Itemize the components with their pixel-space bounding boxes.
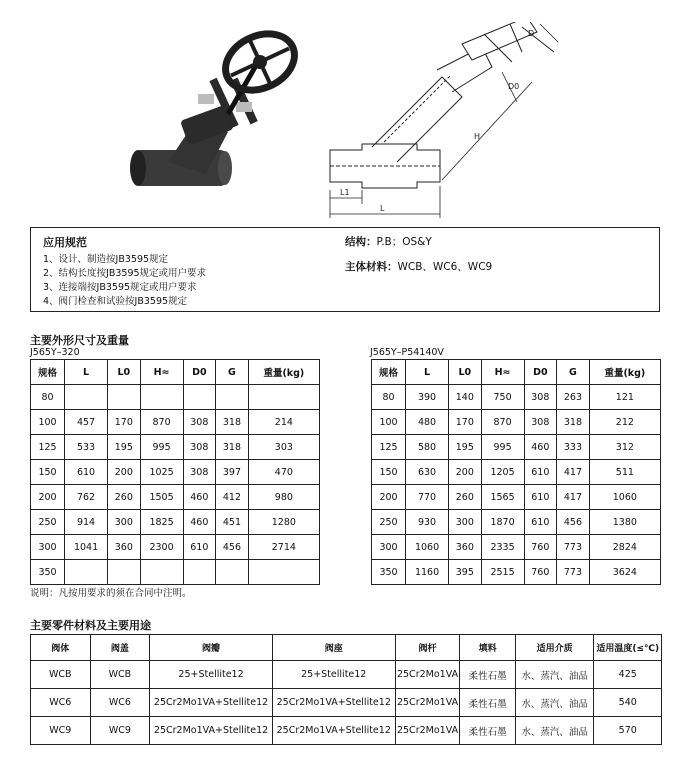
- column-header: 重量(kg): [248, 360, 319, 385]
- dimensions-note: 说明：凡按用要求的须在合同中注明。: [30, 588, 192, 599]
- table-cell: 150: [372, 460, 406, 485]
- table-cell: 170: [449, 410, 482, 435]
- column-header: 阀瓣: [150, 635, 273, 661]
- table-row: [31, 485, 320, 510]
- table-cell: 2300: [140, 535, 183, 560]
- table-cell: 610: [524, 460, 557, 485]
- label-d: D: [528, 29, 535, 38]
- table-cell: WCB: [31, 661, 91, 689]
- table-cell: 451: [216, 510, 249, 535]
- table-cell: 303: [248, 435, 319, 460]
- table-cell: 2824: [589, 535, 660, 560]
- table-cell: 870: [481, 410, 524, 435]
- table-cell: 995: [481, 435, 524, 460]
- column-header: 重量(kg): [589, 360, 660, 385]
- table-cell: 140: [449, 385, 482, 410]
- table-cell: 80: [31, 385, 65, 410]
- column-header: G: [216, 360, 249, 385]
- table-cell: 260: [449, 485, 482, 510]
- table-cell: 390: [406, 385, 449, 410]
- label-d0: D0: [508, 82, 520, 91]
- table-cell: 870: [140, 410, 183, 435]
- column-header: G: [557, 360, 590, 385]
- table-cell: 125: [31, 435, 65, 460]
- table-cell: 397: [216, 460, 249, 485]
- table-cell: 417: [557, 460, 590, 485]
- table-cell: 100: [372, 410, 406, 435]
- table-cell: 350: [31, 560, 65, 585]
- table-cell: 250: [372, 510, 406, 535]
- label-l: L: [380, 204, 385, 213]
- table-cell: 1060: [406, 535, 449, 560]
- column-header: D0: [183, 360, 216, 385]
- table-row: [31, 435, 320, 460]
- table-cell: [65, 560, 108, 585]
- table-cell: 318: [216, 435, 249, 460]
- table-cell: 25+Stellite12: [150, 661, 273, 689]
- table-cell: 610: [183, 535, 216, 560]
- table-cell: 318: [557, 410, 590, 435]
- table-cell: 360: [108, 535, 141, 560]
- table-cell: 460: [183, 510, 216, 535]
- column-header: 规格: [31, 360, 65, 385]
- table-cell: 770: [406, 485, 449, 510]
- table-cell: 610: [524, 510, 557, 535]
- column-header: 阀座: [272, 635, 395, 661]
- table-cell: [216, 560, 249, 585]
- column-header: L0: [108, 360, 141, 385]
- column-header: 阀杆: [395, 635, 460, 661]
- table-cell: 1280: [248, 510, 319, 535]
- table-cell: [140, 385, 183, 410]
- spec-item: 4、阀门检查和试验按JB3595规定: [43, 296, 188, 307]
- table-cell: 2335: [481, 535, 524, 560]
- table-cell: 2714: [248, 535, 319, 560]
- table-cell: 760: [524, 535, 557, 560]
- table-cell: 1025: [140, 460, 183, 485]
- table-cell: 1870: [481, 510, 524, 535]
- spec-title: 应用规范: [43, 236, 87, 249]
- table-cell: 1505: [140, 485, 183, 510]
- table-row: [31, 410, 320, 435]
- table-cell: 柔性石墨: [460, 717, 515, 745]
- table-cell: 300: [31, 535, 65, 560]
- table-cell: 511: [589, 460, 660, 485]
- table-cell: 125: [372, 435, 406, 460]
- table-cell: 360: [449, 535, 482, 560]
- table-cell: 1041: [65, 535, 108, 560]
- table-cell: 610: [65, 460, 108, 485]
- column-header: H≈: [481, 360, 524, 385]
- table-cell: 773: [557, 535, 590, 560]
- column-header: 规格: [372, 360, 406, 385]
- table-row: [31, 560, 320, 585]
- table-cell: 308: [183, 410, 216, 435]
- table-cell: 914: [65, 510, 108, 535]
- label-h: H: [474, 132, 481, 141]
- table-row: [372, 460, 661, 485]
- table-cell: 1160: [406, 560, 449, 585]
- table-cell: WC6: [90, 689, 150, 717]
- table-cell: 柔性石墨: [460, 689, 515, 717]
- table-cell: 水、蒸汽、油品: [515, 661, 594, 689]
- table-cell: 460: [183, 485, 216, 510]
- table-cell: 195: [449, 435, 482, 460]
- material-value: WCB、WC6、WC9: [397, 261, 493, 273]
- table-cell: 318: [216, 410, 249, 435]
- table-cell: 260: [108, 485, 141, 510]
- table-row: [372, 560, 661, 585]
- table-cell: 25Cr2Mo1VA+Stellite12: [150, 717, 273, 745]
- table-cell: 150: [31, 460, 65, 485]
- column-header: L: [65, 360, 108, 385]
- table-cell: 200: [449, 460, 482, 485]
- table-cell: 25+Stellite12: [272, 661, 395, 689]
- table-cell: 25Cr2Mo1VA+Stellite12: [272, 689, 395, 717]
- dimension-table-2: [371, 359, 661, 585]
- table-cell: WCB: [90, 661, 150, 689]
- table-cell: 25Cr2Mo1VA: [395, 689, 460, 717]
- materials-table: [30, 634, 662, 745]
- table-cell: 300: [449, 510, 482, 535]
- column-header: 阀体: [31, 635, 91, 661]
- valve-drawing: [322, 22, 568, 222]
- table-cell: 533: [65, 435, 108, 460]
- column-header: 适用温度(≤℃): [594, 635, 662, 661]
- structure-value: P.B；OS&Y: [376, 236, 432, 248]
- column-header: L0: [449, 360, 482, 385]
- table-cell: 200: [108, 460, 141, 485]
- table-cell: 412: [216, 485, 249, 510]
- table-cell: 773: [557, 560, 590, 585]
- table-cell: 212: [589, 410, 660, 435]
- table-cell: [183, 385, 216, 410]
- table-cell: 350: [372, 560, 406, 585]
- table-cell: 630: [406, 460, 449, 485]
- table-header-row: [31, 360, 320, 385]
- spec-item: 2、结构长度按JB3595规定或用户要求: [43, 268, 207, 279]
- column-header: L: [406, 360, 449, 385]
- table-cell: 417: [557, 485, 590, 510]
- materials-title: 主要零件材料及主要用途: [30, 619, 151, 632]
- table1-subtitle: J565Y–320: [30, 347, 80, 358]
- table-cell: 300: [372, 535, 406, 560]
- table-cell: 760: [524, 560, 557, 585]
- table-row: [31, 717, 662, 745]
- table-cell: 762: [65, 485, 108, 510]
- table-row: [31, 535, 320, 560]
- table-cell: 300: [108, 510, 141, 535]
- table-cell: 470: [248, 460, 319, 485]
- table2-subtitle: J565Y–P54140V: [370, 347, 444, 358]
- table-cell: 580: [406, 435, 449, 460]
- table-cell: [108, 385, 141, 410]
- table-cell: 308: [524, 385, 557, 410]
- valve-photo: [128, 22, 313, 212]
- table-cell: 308: [183, 460, 216, 485]
- table-cell: 2515: [481, 560, 524, 585]
- table-cell: 308: [183, 435, 216, 460]
- table-cell: 200: [31, 485, 65, 510]
- table-cell: 25Cr2Mo1VA: [395, 661, 460, 689]
- table-cell: 540: [594, 689, 662, 717]
- table-cell: [108, 560, 141, 585]
- table-cell: 308: [524, 410, 557, 435]
- table-cell: 25Cr2Mo1VA: [395, 717, 460, 745]
- table-cell: 170: [108, 410, 141, 435]
- table-cell: WC9: [90, 717, 150, 745]
- column-header: D0: [524, 360, 557, 385]
- table-cell: 456: [216, 535, 249, 560]
- table-cell: [248, 385, 319, 410]
- table-cell: 100: [31, 410, 65, 435]
- table-cell: 25Cr2Mo1VA+Stellite12: [150, 689, 273, 717]
- table-cell: 263: [557, 385, 590, 410]
- table-cell: 460: [524, 435, 557, 460]
- table-cell: 930: [406, 510, 449, 535]
- table-cell: [140, 560, 183, 585]
- table-cell: 333: [557, 435, 590, 460]
- column-header: 阀盖: [90, 635, 150, 661]
- table-cell: 570: [594, 717, 662, 745]
- table-row: [372, 410, 661, 435]
- table-cell: 1565: [481, 485, 524, 510]
- table-cell: 1380: [589, 510, 660, 535]
- table-row: [31, 385, 320, 410]
- table-cell: 1060: [589, 485, 660, 510]
- table-cell: 3624: [589, 560, 660, 585]
- table-cell: WC9: [31, 717, 91, 745]
- table-header-row: [31, 635, 662, 661]
- spec-box: [30, 227, 660, 312]
- table-cell: 195: [108, 435, 141, 460]
- material-label: 主体材料：: [345, 261, 398, 273]
- dimension-table-1: [30, 359, 320, 585]
- table-row: [372, 435, 661, 460]
- table-cell: 980: [248, 485, 319, 510]
- table-cell: WC6: [31, 689, 91, 717]
- column-header: 填料: [460, 635, 515, 661]
- spec-item: 1、设计、制造按JB3595规定: [43, 254, 169, 265]
- table-cell: 750: [481, 385, 524, 410]
- table-cell: 121: [589, 385, 660, 410]
- table-cell: 312: [589, 435, 660, 460]
- table-cell: 214: [248, 410, 319, 435]
- table-row: [31, 460, 320, 485]
- table-cell: 395: [449, 560, 482, 585]
- table-cell: 水、蒸汽、油品: [515, 689, 594, 717]
- table-cell: 200: [372, 485, 406, 510]
- table-cell: 水、蒸汽、油品: [515, 717, 594, 745]
- table-cell: [183, 560, 216, 585]
- table-cell: 456: [557, 510, 590, 535]
- table-cell: 480: [406, 410, 449, 435]
- label-l1: L1: [340, 188, 350, 197]
- table-row: [372, 385, 661, 410]
- table-row: [31, 689, 662, 717]
- table-row: [372, 485, 661, 510]
- table-row: [31, 661, 662, 689]
- spec-standards: [43, 234, 206, 309]
- table-cell: 995: [140, 435, 183, 460]
- table-cell: 80: [372, 385, 406, 410]
- structure-label: 结构：: [345, 236, 377, 248]
- column-header: 适用介质: [515, 635, 594, 661]
- column-header: H≈: [140, 360, 183, 385]
- spec-item: 3、连接端按JB3595规定或用户要求: [43, 282, 197, 293]
- table-cell: 1205: [481, 460, 524, 485]
- table-cell: 457: [65, 410, 108, 435]
- table-cell: 柔性石墨: [460, 661, 515, 689]
- dimensions-title: 主要外形尺寸及重量: [30, 334, 129, 347]
- table-header-row: [372, 360, 661, 385]
- table-cell: 425: [594, 661, 662, 689]
- table-cell: 1825: [140, 510, 183, 535]
- table-cell: [65, 385, 108, 410]
- table-cell: 250: [31, 510, 65, 535]
- table-cell: 25Cr2Mo1VA+Stellite12: [272, 717, 395, 745]
- table-cell: [248, 560, 319, 585]
- table-cell: 610: [524, 485, 557, 510]
- table-row: [372, 510, 661, 535]
- spec-structure: [345, 234, 492, 284]
- table-row: [31, 510, 320, 535]
- table-row: [372, 535, 661, 560]
- table-cell: [216, 385, 249, 410]
